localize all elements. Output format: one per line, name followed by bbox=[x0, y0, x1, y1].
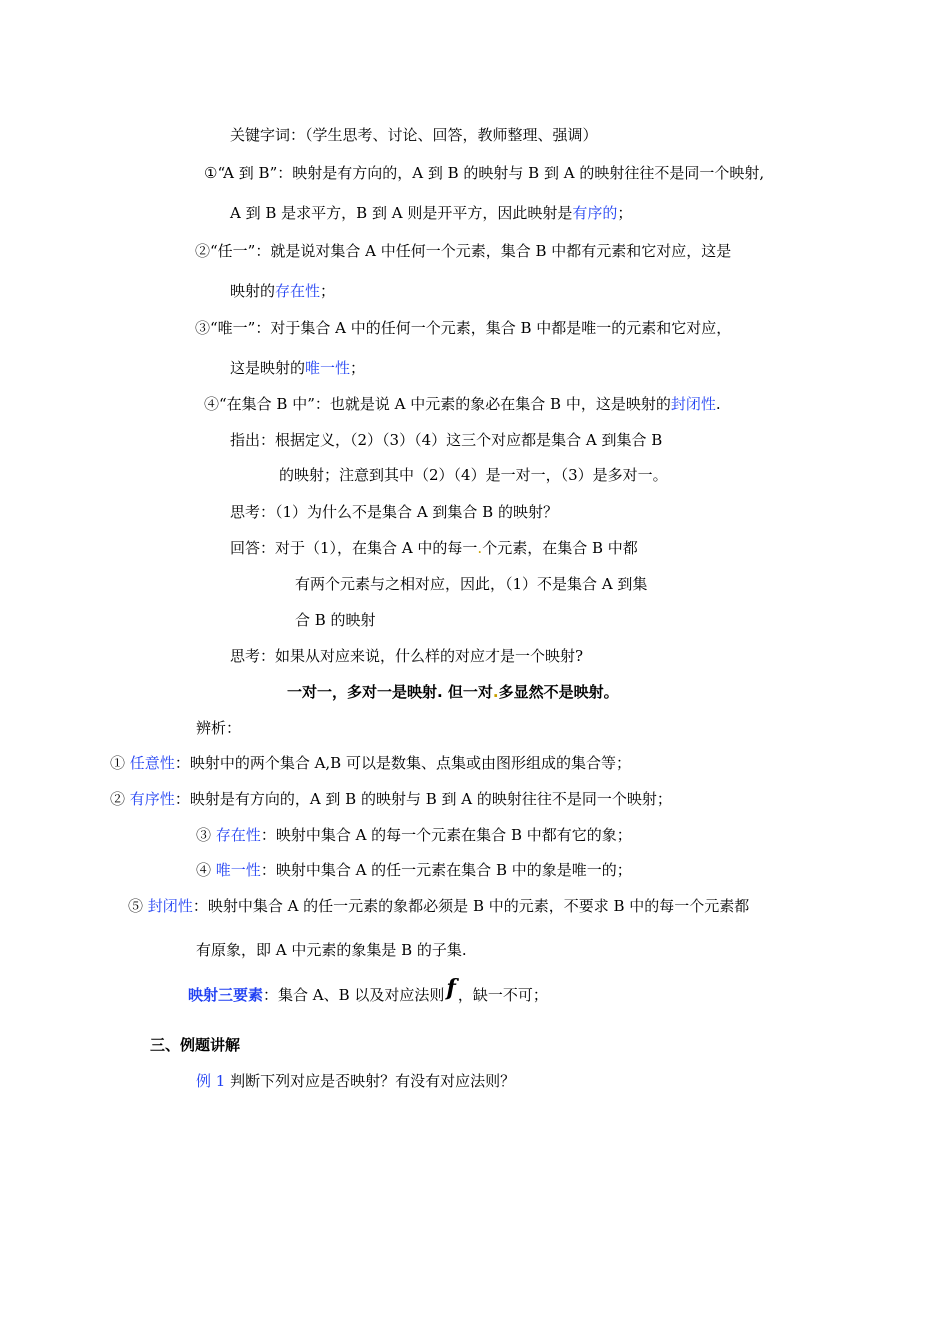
bold-conclusion-dot: . bbox=[492, 683, 499, 701]
keyword-2-cont-pre: 映射的 bbox=[230, 282, 276, 300]
bold-conclusion bbox=[287, 682, 619, 702]
keyword-3-cont bbox=[230, 358, 365, 378]
prop-2-num: ② bbox=[110, 790, 126, 808]
prop-4-text: ：映射中集合 A 的任一元素在集合 B 中的象是唯一的； bbox=[260, 861, 632, 879]
answer-line-1 bbox=[230, 538, 638, 558]
prop-3-text: ：映射中集合 A 的每一个元素在集合 B 中都有它的象； bbox=[260, 826, 632, 844]
answer-line-3: 合 B 的映射 bbox=[295, 611, 376, 629]
keyword-4-pre: ④“在集合 B 中”：也就是说 A 中元素的象必在集合 B 中，这是映射的 bbox=[204, 395, 671, 413]
three-elements-term: 映射三要素 bbox=[188, 986, 264, 1004]
bold-conclusion-pre: 一对一，多对一是映射. 但一对 bbox=[287, 683, 493, 701]
prop-2-text: ：映射是有方向的，A 到 B 的映射与 B 到 A 的映射往往不是同一个映射； bbox=[174, 790, 672, 808]
prop-4-term: 唯一性 bbox=[215, 861, 261, 879]
keyword-4 bbox=[204, 394, 721, 414]
example-1-label: 例 1 bbox=[196, 1072, 226, 1090]
term-closure: 封闭性 bbox=[670, 395, 716, 413]
prop-3-term: 存在性 bbox=[215, 826, 261, 844]
pointout-line-1: 指出：根据定义，（2）（3）（4）这三个对应都是集合 A 到集合 B bbox=[230, 431, 663, 449]
think-1: 思考：（1）为什么不是集合 A 到集合 B 的映射？ bbox=[230, 503, 558, 521]
keyword-2-cont-post: ； bbox=[320, 282, 336, 300]
prop-5-cont: 有原象，即 A 中元素的象集是 B 的子集. bbox=[196, 941, 467, 959]
pointout-line-2: 的映射；注意到其中（2）（4）是一对一，（3）是多对一。 bbox=[279, 466, 668, 484]
function-f-symbol: f bbox=[446, 975, 456, 1001]
keyword-2-head: ②“任一”：就是说对集合 A 中任何一个元素，集合 B 中都有元素和它对应，这是 bbox=[195, 242, 732, 260]
keyword-4-post: . bbox=[715, 395, 721, 413]
keyword-1-cont-pre: A 到 B 是求平方，B 到 A 则是开平方，因此映射是 bbox=[230, 204, 573, 222]
prop-2 bbox=[110, 789, 672, 809]
keyword-1-head: ①“A 到 B”：映射是有方向的，A 到 B 的映射与 B 到 A 的映射往往不是同一个映射, bbox=[204, 164, 765, 182]
three-elements bbox=[188, 975, 548, 1005]
prop-5-term: 封闭性 bbox=[147, 897, 193, 915]
term-ordered: 有序的 bbox=[572, 204, 618, 222]
keyword-1-cont bbox=[230, 203, 632, 223]
prop-4 bbox=[196, 860, 632, 880]
keyword-3-head: ③“唯一”：对于集合 A 中的任何一个元素，集合 B 中都是唯一的元素和它对应， bbox=[195, 319, 732, 337]
answer-line-1-post: 个元素，在集合 B 中都 bbox=[482, 539, 638, 557]
prop-1-num: ① bbox=[110, 754, 126, 772]
term-existence: 存在性 bbox=[275, 282, 321, 300]
section-title: 三、例题讲解 bbox=[150, 1036, 241, 1054]
three-elements-pre: ：集合 A、B 以及对应法则 bbox=[263, 986, 445, 1004]
keyword-3-cont-pre: 这是映射的 bbox=[230, 359, 306, 377]
keyword-2-cont bbox=[230, 281, 335, 301]
prop-5-num: ⑤ bbox=[128, 897, 144, 915]
three-elements-post: ，缺一不可； bbox=[457, 986, 548, 1004]
prop-1-term: 任意性 bbox=[129, 754, 175, 772]
example-1 bbox=[196, 1071, 515, 1091]
example-1-text: 判断下列对应是否映射？有没有对应法则？ bbox=[225, 1072, 516, 1090]
bold-conclusion-post: 多显然不是映射。 bbox=[498, 683, 619, 701]
keyword-3-cont-post: ； bbox=[350, 359, 366, 377]
prop-5 bbox=[128, 896, 749, 916]
analysis-title: 辨析： bbox=[196, 719, 242, 737]
prop-5-text: ：映射中集合 A 的任一元素的象都必须是 B 中的元素，不要求 B 中的每一个元素都 bbox=[192, 897, 750, 915]
keywords-line: 关键字词：（学生思考、讨论、回答，教师整理、强调） bbox=[230, 126, 598, 144]
term-uniqueness: 唯一性 bbox=[305, 359, 351, 377]
prop-1 bbox=[110, 753, 631, 773]
answer-dot: . bbox=[477, 539, 483, 557]
answer-line-2: 有两个元素与之相对应，因此，（1）不是集合 A 到集 bbox=[295, 575, 648, 593]
prop-4-num: ④ bbox=[196, 861, 212, 879]
answer-line-1-pre: 回答：对于（1），在集合 A 中的每一 bbox=[230, 539, 478, 557]
prop-1-text: ：映射中的两个集合 A,B 可以是数集、点集或由图形组成的集合等； bbox=[174, 754, 631, 772]
think-2: 思考：如果从对应来说，什么样的对应才是一个映射? bbox=[230, 647, 584, 665]
keyword-1-cont-post: ； bbox=[617, 204, 633, 222]
prop-3-num: ③ bbox=[196, 826, 212, 844]
prop-2-term: 有序性 bbox=[129, 790, 175, 808]
prop-3 bbox=[196, 825, 632, 845]
